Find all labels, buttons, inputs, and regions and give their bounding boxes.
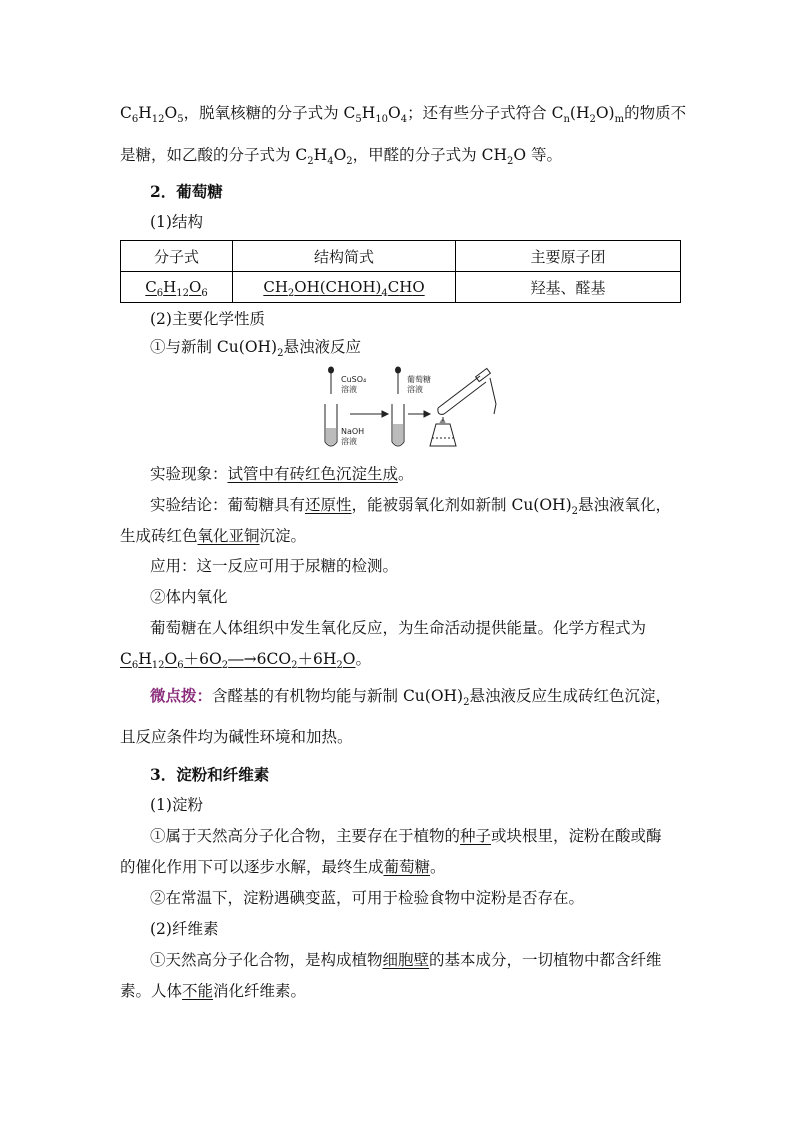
arrow-1: [350, 411, 388, 417]
glucose-structure-table: [120, 240, 681, 303]
starch-subheading: (1)淀粉: [150, 796, 203, 814]
oxidation-line: 葡萄糖在人体组织中发生氧化反应，为生命活动提供能量。化学方程式为: [150, 619, 647, 637]
section-2-heading: 2．葡萄糖: [150, 182, 223, 201]
table-row: [121, 272, 681, 303]
cell-groups: 羟基、醛基: [456, 272, 681, 303]
test-tube-2: [392, 367, 404, 446]
table-header-row: [121, 241, 681, 272]
application-line: 应用：这一反应可用于尿糖的检测。: [150, 557, 399, 575]
tip-line-2: 且反应条件均为碱性环境和加热。: [120, 728, 353, 746]
structure-subheading: (1)结构: [150, 213, 203, 231]
cell-structure: $CH_2OH(CHOH)_4CHO$: [233, 272, 456, 303]
header-groups: 主要原子团: [456, 241, 681, 272]
reaction-item-1: ①与新制 $Cu(OH)_2$悬浊液反应: [150, 338, 361, 360]
conclusion-line-1: 实验结论：葡萄糖具有还原性，能被弱氧化剂如新制 $Cu(OH)_2$悬浊液氧化，: [150, 496, 672, 518]
section-3-heading: 3．淀粉和纤维素: [150, 765, 270, 784]
label-cuso4: CuSO₄: [341, 375, 367, 384]
starch-line-1: ①属于天然高分子化合物，主要存在于植物的种子或块根里，淀粉在酸或酶: [150, 827, 662, 845]
starch-line-3: ②在常温下，淀粉遇碘变蓝，可用于检验食物中淀粉是否存在。: [150, 889, 585, 907]
cellulose-subheading: (2)纤维素: [150, 920, 219, 938]
oxidation-item: ②体内氧化: [150, 588, 228, 606]
label-cuso4-solution: 溶液: [341, 385, 357, 394]
experiment-diagram: [320, 364, 500, 452]
label-glucose: 葡萄糖: [407, 375, 431, 384]
intro-line-2: 是糖，如乙酸的分子式为 $C_2H_4O_2$，甲醛的分子式为 $CH_2O$ 等。: [120, 146, 562, 168]
cellulose-line-1: ①天然高分子化合物，是构成植物细胞壁的基本成分，一切植物中都含纤维: [150, 951, 662, 969]
phenomenon-line: 实验现象：试管中有砖红色沉淀生成。: [150, 465, 414, 483]
tip-line-1: 微点拨：含醛基的有机物均能与新制 $Cu(OH)_2$悬浊液反应生成砖红色沉淀，: [150, 686, 671, 709]
properties-subheading: (2)主要化学性质: [150, 310, 265, 328]
equation-line: $C_6H_{12}O_6+6O_2―\to 6CO_2+6H_2O$。: [120, 650, 371, 672]
label-naoh: NaOH: [341, 427, 365, 436]
cellulose-line-2: 素。人体不能消化纤维素。: [120, 982, 307, 1000]
tip-label: 微点拨：: [150, 686, 213, 705]
starch-line-2: 的催化作用下可以逐步水解，最终生成葡萄糖。: [120, 858, 446, 876]
label-glucose-solution: 溶液: [407, 385, 423, 394]
cell-formula: $C_6H_{12}O_6$: [121, 272, 233, 303]
label-naoh-solution: 溶液: [341, 437, 357, 446]
heating-apparatus: [430, 368, 496, 446]
header-formula: 分子式: [121, 241, 233, 272]
arrow-2: [408, 411, 430, 417]
conclusion-line-2: 生成砖红色氧化亚铜沉淀。: [120, 527, 307, 545]
test-tube-1: [325, 367, 337, 446]
intro-line-1: $C_6H_{12}O_5$，脱氧核糖的分子式为 $C_5H_{10}O_4$；还有些分子式符合 $C_n(H_2O)_m$的物质不: [120, 104, 687, 126]
header-structure: 结构简式: [233, 241, 456, 272]
